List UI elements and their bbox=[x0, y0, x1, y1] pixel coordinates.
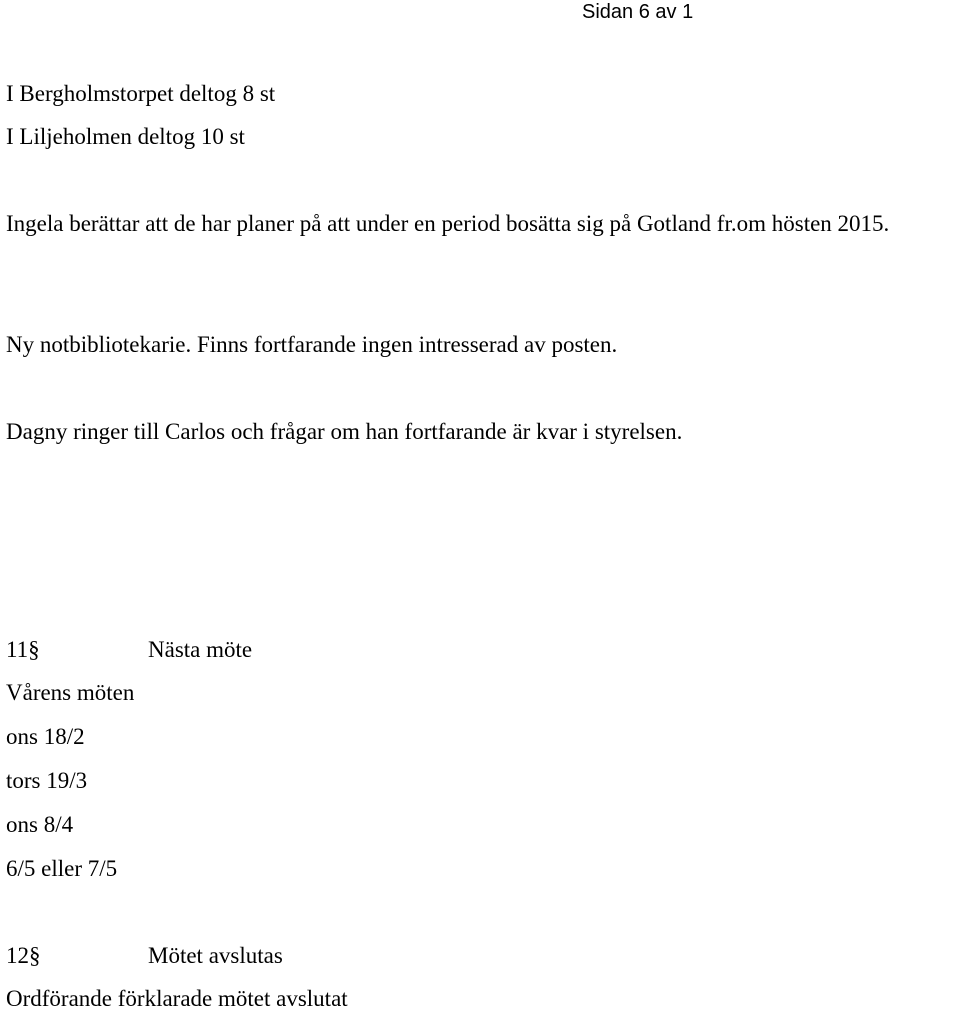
section-11-heading bbox=[6, 636, 252, 664]
ingela-note: Ingela berättar att de har planer på att under en period bosätta sig på Gotland fr.om hösten 2015. bbox=[6, 211, 890, 236]
meeting-date: tors 19/3 bbox=[6, 768, 88, 793]
section-11-number: 11§ bbox=[6, 637, 40, 662]
page-indicator: Sidan 6 av 1 bbox=[582, 1, 694, 23]
meeting-date: ons 18/2 bbox=[6, 724, 85, 749]
meeting-date: ons 8/4 bbox=[6, 812, 74, 837]
meeting-date: 6/5 eller 7/5 bbox=[6, 856, 118, 881]
librarian-note: Ny notbibliotekarie. Finns fortfarande ingen intresserad av posten. bbox=[6, 332, 618, 357]
attendance-bergholmstorpet: I Bergholmstorpet deltog 8 st bbox=[6, 81, 276, 106]
section-12-number: 12§ bbox=[6, 943, 41, 968]
section-12-text: Ordförande förklarade mötet avslutat bbox=[6, 986, 348, 1011]
section-12-heading bbox=[6, 942, 283, 970]
section-11-title: Nästa möte bbox=[148, 637, 253, 662]
attendance-liljeholmen: I Liljeholmen deltog 10 st bbox=[6, 124, 245, 149]
section-11-subheading: Vårens möten bbox=[6, 680, 135, 705]
section-12-title: Mötet avslutas bbox=[148, 943, 283, 968]
dagny-note: Dagny ringer till Carlos och frågar om han fortfarande är kvar i styrelsen. bbox=[6, 419, 683, 444]
